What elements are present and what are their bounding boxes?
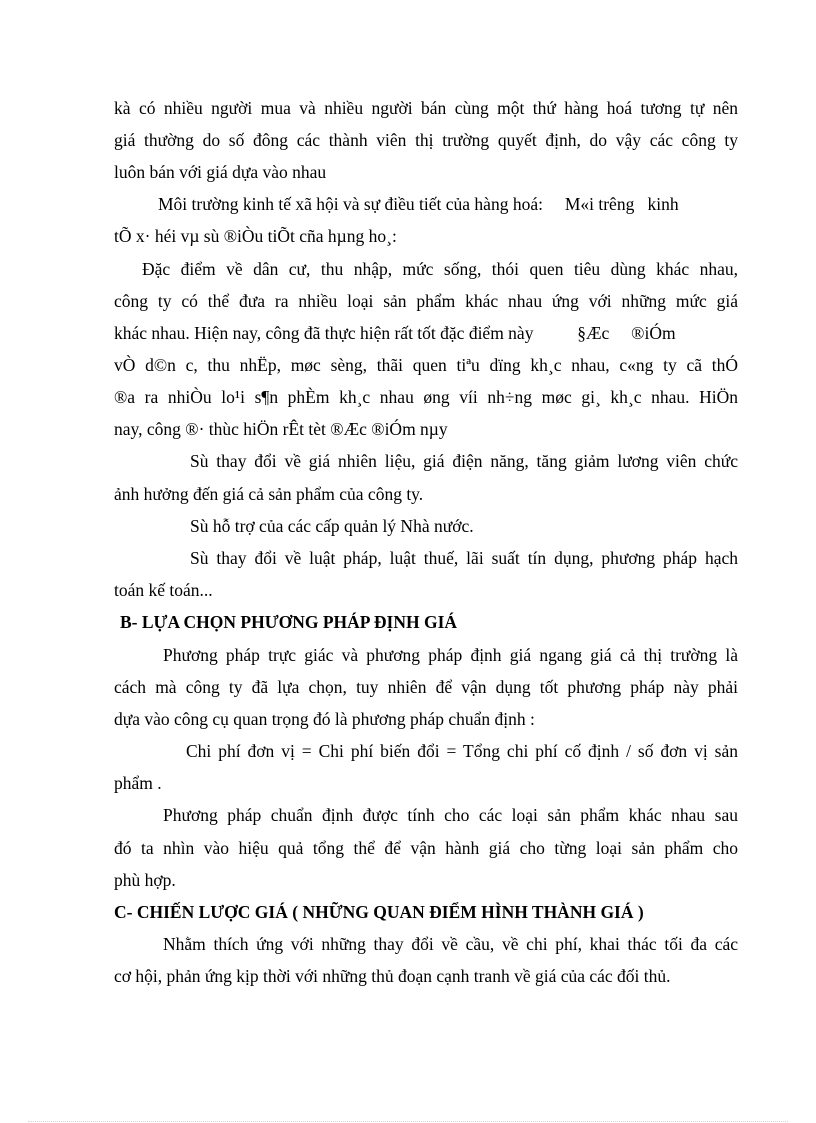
body-text-line: Môi trường kinh tế xã hội và sự điều tiết của hàng hoá: M«i trêng kinh [158,194,679,214]
section-heading: B- LỰA CHỌN PHƯƠNG PHÁP ĐỊNH GIÁ [120,612,458,632]
page-bottom-divider [28,1121,788,1122]
garbled-text-line: ®a ra nhiÒu lo¹i s¶n phÈm kh¸c nhau øng víi nh÷ng møc gi¸ kh¸c nhau. HiÖn [114,387,738,407]
body-text-line: Phương pháp chuẩn định được tính cho các loại sản phẩm khác nhau sau [163,805,738,825]
body-text-line: ảnh hưởng đến giá cả sản phẩm của công ty. [114,484,424,504]
body-text-line: kà có nhiều người mua và nhiều người bán cùng một thứ hàng hoá tương tự nên [114,98,738,118]
body-text-line: cách mà công ty đã lựa chọn, tuy nhiên để vận dụng tốt phương pháp này phải [114,677,738,697]
body-text-line: Sù thay đổi về luật pháp, luật thuế, lãi suất tín dụng, phương pháp hạch [190,548,738,568]
body-text-line: cơ hội, phản ứng kịp thời với những thủ đoạn cạnh tranh về giá của các đối thủ. [114,966,671,986]
body-text-line: dựa vào công cụ quan trọng đó là phương pháp chuẩn định : [114,709,535,729]
body-text-line: Đặc điểm về dân cư, thu nhập, mức sống, thói quen tiêu dùng khác nhau, [142,259,738,279]
body-text-line: khác nhau. Hiện nay, công đã thực hiện rất tốt đặc điểm này §Æc ®iÓm [114,323,676,343]
body-text-line: Phương pháp trực giác và phương pháp định giá ngang giá cả thị trường là [163,645,738,665]
body-text-line: Nhằm thích ứng với những thay đổi về cầu, về chi phí, khai thác tối đa các [163,934,738,954]
body-text-line: phẩm . [114,773,162,793]
body-text-line: Sù thay đổi về giá nhiên liệu, giá điện năng, tăng giảm lương viên chức [190,451,738,471]
body-text-line: luôn bán với giá dựa vào nhau [114,162,327,182]
body-text-line: Sù hỗ trợ của các cấp quản lý Nhà nước. [190,516,474,536]
garbled-text-line: vÒ d©n c, thu nhËp, møc sèng, thãi quen tiªu dïng kh¸c nhau, c«ng ty cã thÓ [114,355,738,375]
section-heading: C- CHIẾN LƯỢC GIÁ ( NHỮNG QUAN ĐIỂM HÌNH THÀNH GIÁ ) [114,902,644,922]
garbled-text-line: nay, công ®· thùc hiÖn rÊt tèt ®Æc ®iÓm nµy [114,419,448,439]
formula-line: Chi phí đơn vị = Chi phí biến đổi = Tổng chi phí cố định / số đơn vị sản [186,741,738,761]
body-text-line: công ty có thể đưa ra nhiều loại sản phẩm khác nhau ứng với những mức giá [114,291,738,311]
body-text-line: giá thường do số đông các thành viên thị trường quyết định, do vậy các công ty [114,130,738,150]
garbled-text-line: tÕ x· héi vµ sù ®iÒu tiÕt cña hµng ho¸: [114,226,397,246]
body-text-line: đó ta nhìn vào hiệu quả tổng thể để vận hành giá cho từng loại sản phẩm cho [114,838,738,858]
body-text-line: toán kế toán... [114,580,213,600]
body-text-line: phù hợp. [114,870,176,890]
